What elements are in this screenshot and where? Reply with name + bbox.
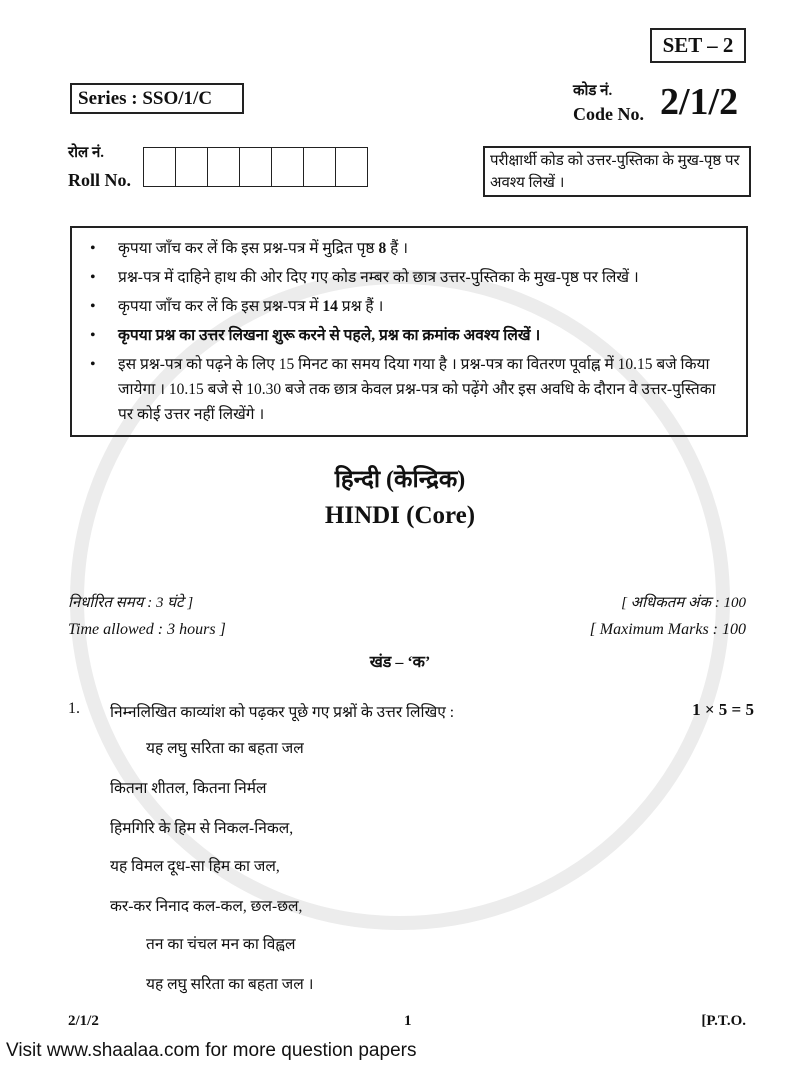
roll-label-english: Roll No. [68, 170, 131, 190]
instruction-bold-text: कृपया प्रश्न का उत्तर लिखना शुरू करने से पहले, प्रश्न का क्रमांक अवश्य लिखें । [118, 327, 541, 344]
roll-digit-box[interactable] [239, 147, 273, 187]
poem-line: तन का चंचल मन का विह्वल [146, 936, 296, 953]
code-label-hindi: कोड नं. [573, 83, 613, 99]
question-marks: 1 × 5 = 5 [692, 700, 754, 719]
instruction-item [78, 352, 734, 427]
set-badge: SET – 2 [650, 28, 746, 63]
title-english: HINDI (Core) [324, 502, 476, 529]
instruction-text: कृपया जाँच कर लें कि इस प्रश्न-पत्र में मुद्रित पृष्ठ [118, 240, 379, 257]
roll-digit-box[interactable] [303, 147, 337, 187]
instruction-item [78, 236, 734, 261]
max-marks-english: [ Maximum Marks : 100 [589, 621, 746, 638]
instruction-text: कृपया जाँच कर लें कि इस प्रश्न-पत्र में [118, 298, 323, 315]
instruction-text: प्रश्न हैं । [337, 298, 384, 315]
instructions-list [78, 236, 734, 427]
instruction-item [78, 265, 734, 290]
roll-digit-box[interactable] [175, 147, 209, 187]
section-heading: खंड – ‘क’ [369, 654, 431, 671]
instruction-item [78, 323, 734, 348]
instruction-item [78, 294, 734, 319]
series-label: Series : SSO/1/C [70, 83, 244, 114]
poem-line: कर-कर निनाद कल-कल, छल-छल, [110, 898, 303, 915]
roll-digit-box[interactable] [335, 147, 369, 187]
roll-digit-box[interactable] [143, 147, 177, 187]
poem-line: यह लघु सरिता का बहता जल । [146, 976, 314, 993]
roll-number-boxes[interactable] [144, 147, 368, 187]
poem-line: यह लघु सरिता का बहता जल [146, 740, 304, 757]
poem-line: यह विमल दूध-सा हिम का जल, [110, 858, 280, 875]
instructions-box [70, 226, 748, 437]
time-allowed-hindi: निर्धारित समय : 3 घंटे ] [68, 595, 194, 611]
instruction-bold-text: 8 [378, 240, 387, 257]
instruction-bold-text: 14 [322, 298, 338, 315]
candidate-code-note: परीक्षार्थी कोड को उत्तर-पुस्तिका के मुख-पृष्ठ पर अवश्य लिखें । [483, 146, 751, 197]
code-number: 2/1/2 [660, 81, 739, 123]
code-label-english: Code No. [573, 104, 644, 124]
footer-code: 2/1/2 [68, 1013, 99, 1029]
max-marks-hindi: [ अधिकतम अंक : 100 [621, 595, 746, 611]
poem-line: कितना शीतल, कितना निर्मल [110, 780, 267, 797]
pto-label: [P.T.O. [701, 1013, 746, 1029]
time-allowed-english: Time allowed : 3 hours ] [68, 621, 226, 638]
page-number: 1 [404, 1013, 412, 1029]
question-number: 1. [68, 700, 80, 717]
instruction-text: इस प्रश्न-पत्र को पढ़ने के लिए 15 मिनट का समय दिया गया है । प्रश्न-पत्र का वितरण पूर्वाह्न में 10.15 बजे किया जायेगा । 10.15 बजे से 10.30 बजे तक छात्र केवल प्रश्न-पत्र को पढ़ेंगे और इस अवधि के दौरान वे उत्तर-पुस्तिका पर कोई उत्तर नहीं लिखेंगे । [118, 356, 716, 423]
title-hindi: हिन्दी (केन्द्रिक) [334, 467, 466, 493]
roll-label-hindi: रोल नं. [68, 145, 105, 161]
instruction-text: हैं । [386, 240, 409, 257]
website-note: Visit www.shaalaa.com for more question papers [6, 1040, 417, 1061]
roll-digit-box[interactable] [271, 147, 305, 187]
roll-digit-box[interactable] [207, 147, 241, 187]
instruction-text: प्रश्न-पत्र में दाहिने हाथ की ओर दिए गए कोड नम्बर को छात्र उत्तर-पुस्तिका के मुख-पृष्ठ पर लिखें । [118, 269, 639, 286]
poem-line: हिमगिरि के हिम से निकल-निकल, [110, 820, 294, 837]
question-text: निम्नलिखित काव्यांश को पढ़कर पूछे गए प्रश्नों के उत्तर लिखिए : [110, 704, 455, 721]
